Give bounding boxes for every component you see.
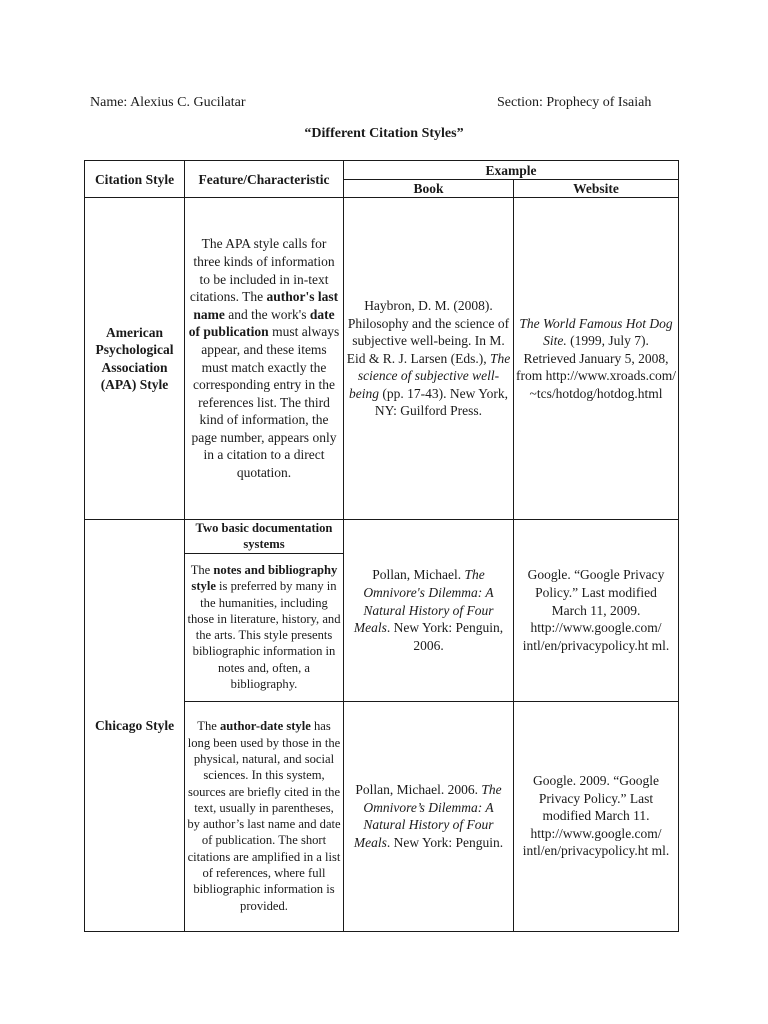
- student-section: [497, 95, 651, 111]
- apa-website-example: The World Famous Hot Dog Site. (1999, July 7). Retrieved January 5, 2008, from http://www.xroads.com/ ~tcs/hotdog/hotdog.html: [514, 198, 679, 520]
- section-label: Section:: [497, 95, 543, 110]
- chicago-author-date-website-example: Google. 2009. “Google Privacy Policy.” Last modified March 11. http://www.google.com/ intl/en/privacypolicy.ht ml.: [514, 701, 679, 931]
- student-name: [90, 95, 246, 111]
- apa-style-name: American Psychological Association (APA) Style: [85, 198, 185, 520]
- citation-styles-table: [84, 160, 679, 932]
- chicago-notes-book-example: Pollan, Michael. The Omnivore's Dilemma: A Natural History of Four Meals. New York: Penguin, 2006.: [344, 520, 514, 702]
- header-citation-style: Citation Style: [85, 161, 185, 198]
- chicago-notes-website-example: Google. “Google Privacy Policy.” Last modified March 11, 2009. http://www.google.com/ intl/en/privacypolicy.ht ml.: [514, 520, 679, 702]
- name-label: Name:: [90, 95, 128, 110]
- header-book: Book: [344, 180, 514, 198]
- chicago-author-date-feature: The author-date style has long been used by those in the physical, natural, and social sciences. In this system, sources are briefly cited in the text, usually in parentheses, by author’s last name and date of publication. The short citations are amplified in a list of references, where full bibliographic information is provided.: [185, 701, 344, 931]
- chicago-style-name: Chicago Style: [85, 520, 185, 932]
- section-value: Prophecy of Isaiah: [546, 95, 652, 110]
- chicago-notes-feature: The notes and bibliography style is preferred by many in the humanities, including those in literature, history, and the arts. This style presents bibliographic information in notes and, often, a bibliography.: [185, 553, 344, 701]
- header-example: Example: [344, 161, 679, 180]
- document-title: “Different Citation Styles”: [304, 126, 464, 141]
- chicago-author-date-book-example: Pollan, Michael. 2006. The Omnivore’s Dilemma: A Natural History of Four Meals. New York: Penguin.: [344, 701, 514, 931]
- name-value: Alexius C. Gucilatar: [130, 95, 246, 110]
- apa-book-example: Haybron, D. M. (2008). Philosophy and the science of subjective well-being. In M. Eid & R. J. Larsen (Eds.), The science of subjective well-being (pp. 17-43). New York, NY: Guilford Press.: [344, 198, 514, 520]
- chicago-systems-heading: Two basic documentation systems: [185, 520, 344, 554]
- apa-feature: The APA style calls for three kinds of information to be included in in-text citations. The author's last name and the work's date of publication must always appear, and these items must match exactly the corresponding entry in the references list. The third kind of information, the page number, appears only in a citation to a direct quotation.: [185, 198, 344, 520]
- header-website: Website: [514, 180, 679, 198]
- header-feature: Feature/Characteristic: [185, 161, 344, 198]
